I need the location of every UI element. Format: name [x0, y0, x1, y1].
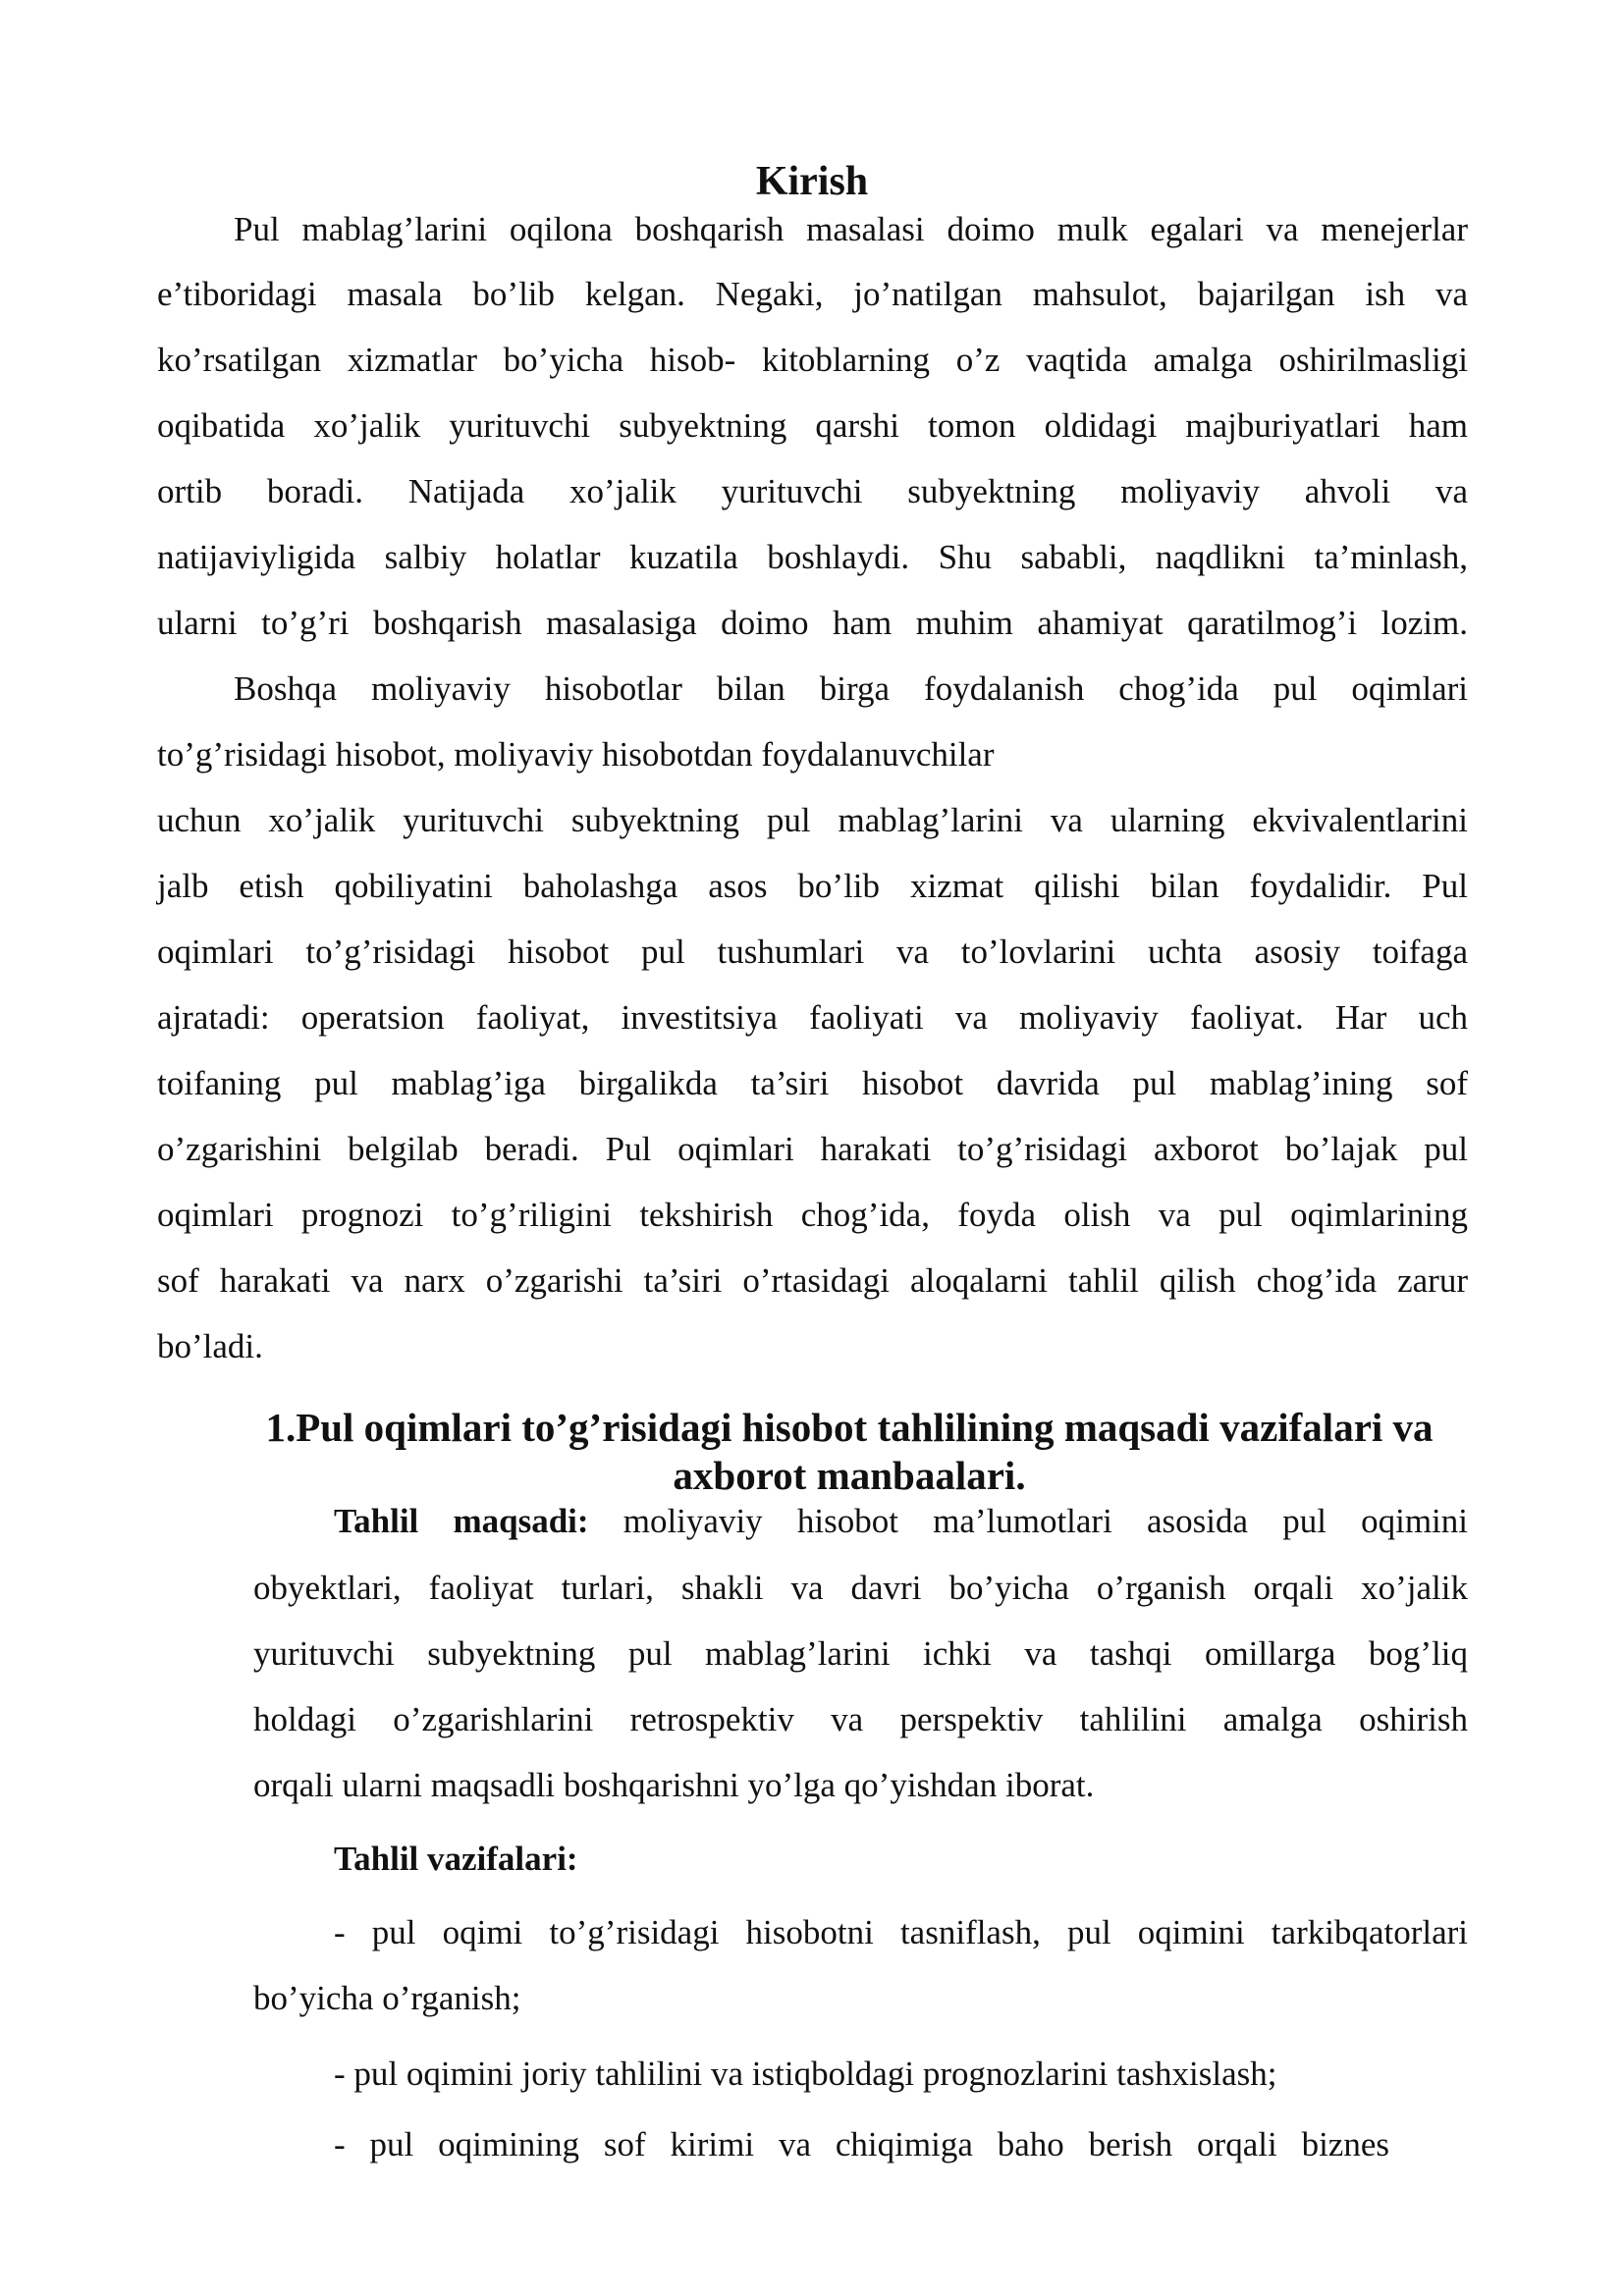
- para2-line-7: toifaning pul mablag’iga birgalikda ta’siri hisobot davrida pul mablag’ining sof: [157, 1064, 1468, 1102]
- para2-line-4: jalb etish qobiliyatini baholashga asos bo’lib xizmat qilishi bilan foydalidir. Pul: [157, 867, 1468, 905]
- intro-line-6: natijaviyligida salbiy holatlar kuzatila boshlaydi. Shu sababli, naqdlikni ta’minlash,: [157, 538, 1468, 576]
- para2-line-6: ajratadi: operatsion faoliyat, investitsiya faoliyati va moliyaviy faoliyat. Har uch: [157, 998, 1468, 1037]
- para2-line-11: bo’ladi.: [157, 1327, 263, 1365]
- goal-label: Tahlil maqsadi:: [334, 1502, 589, 1540]
- section-heading-line-1: 1.Pul oqimlari to’g’risidagi hisobot tahlilining maqsadi vazifalari va: [265, 1405, 1434, 1450]
- goal-line-5: orqali ularni maqsadli boshqarishni yo’lga qo’yishdan iborat.: [253, 1766, 1095, 1804]
- para2-line-3: uchun xo’jalik yurituvchi subyektning pul mablag’larini va ularning ekvivalentlarini: [157, 801, 1468, 839]
- task-3: - pul oqimining sof kirimi va chiqimiga baho berish orqali biznes: [334, 2125, 1389, 2163]
- goal-line-4: holdagi o’zgarishlarini retrospektiv va perspektiv tahlilini amalga oshirish: [253, 1700, 1468, 1738]
- para2-line-1: Boshqa moliyaviy hisobotlar bilan birga foydalanish chog’ida pul oqimlari: [234, 669, 1468, 708]
- goal-first-line-text: moliyaviy hisobot ma’lumotlari asosida pul oqimini: [623, 1502, 1469, 1540]
- section-heading: [196, 1404, 1502, 1500]
- intro-line-4: oqibatida xo’jalik yurituvchi subyektning qarshi tomon oldidagi majburiyatlari ham: [157, 406, 1468, 445]
- section-heading-line-2: axborot manbaalari.: [673, 1453, 1026, 1498]
- page-title: Kirish: [755, 159, 869, 204]
- intro-line-2: e’tiboridagi masala bo’lib kelgan. Negaki, jo’natilgan mahsulot, bajarilgan ish va: [157, 275, 1468, 313]
- goal-line-3: yurituvchi subyektning pul mablag’larini ichki va tashqi omillarga bog’liq: [253, 1634, 1468, 1673]
- goal-line-2: obyektlari, faoliyat turlari, shakli va davri bo’yicha o’rganish orqali xo’jalik: [253, 1569, 1468, 1607]
- para2-line-10: sof harakati va narx o’zgarishi ta’siri o’rtasidagi aloqalarni tahlil qilish chog’ida zarur: [157, 1261, 1468, 1300]
- para2-line-2: to’g’risidagi hisobot, moliyaviy hisobotdan foydalanuvchilar: [157, 735, 995, 774]
- para2-line-8: o’zgarishini belgilab beradi. Pul oqimlari harakati to’g’risidagi axborot bo’lajak pul: [157, 1130, 1468, 1168]
- para2-line-5: oqimlari to’g’risidagi hisobot pul tushumlari va to’lovlarini uchta asosiy toifaga: [157, 933, 1468, 971]
- intro-line-5: ortib boradi. Natijada xo’jalik yurituvchi subyektning moliyaviy ahvoli va: [157, 472, 1468, 510]
- task-2: - pul oqimini joriy tahlilini va istiqboldagi prognozlarini tashxislash;: [334, 2055, 1277, 2093]
- task-1-line-1: - pul oqimi to’g’risidagi hisobotni tasniflash, pul oqimini tarkibqatorlari: [334, 1913, 1468, 1951]
- task-1-line-2: bo’yicha o’rganish;: [253, 1979, 521, 2017]
- intro-line-1: Pul mablag’larini oqilona boshqarish masalasi doimo mulk egalari va menejerlar: [234, 210, 1468, 248]
- intro-line-3: ko’rsatilgan xizmatlar bo’yicha hisob- kitoblarning o’z vaqtida amalga oshirilmasligi: [157, 341, 1468, 379]
- goal-line-1: [334, 1500, 1468, 1543]
- para2-line-9: oqimlari prognozi to’g’riligini tekshirish chog’ida, foyda olish va pul oqimlarining: [157, 1196, 1468, 1234]
- intro-line-7: ularni to’g’ri boshqarish masalasiga doimo ham muhim ahamiyat qaratilmog’i lozim.: [157, 604, 1468, 642]
- tasks-label: Tahlil vazifalari:: [334, 1840, 578, 1878]
